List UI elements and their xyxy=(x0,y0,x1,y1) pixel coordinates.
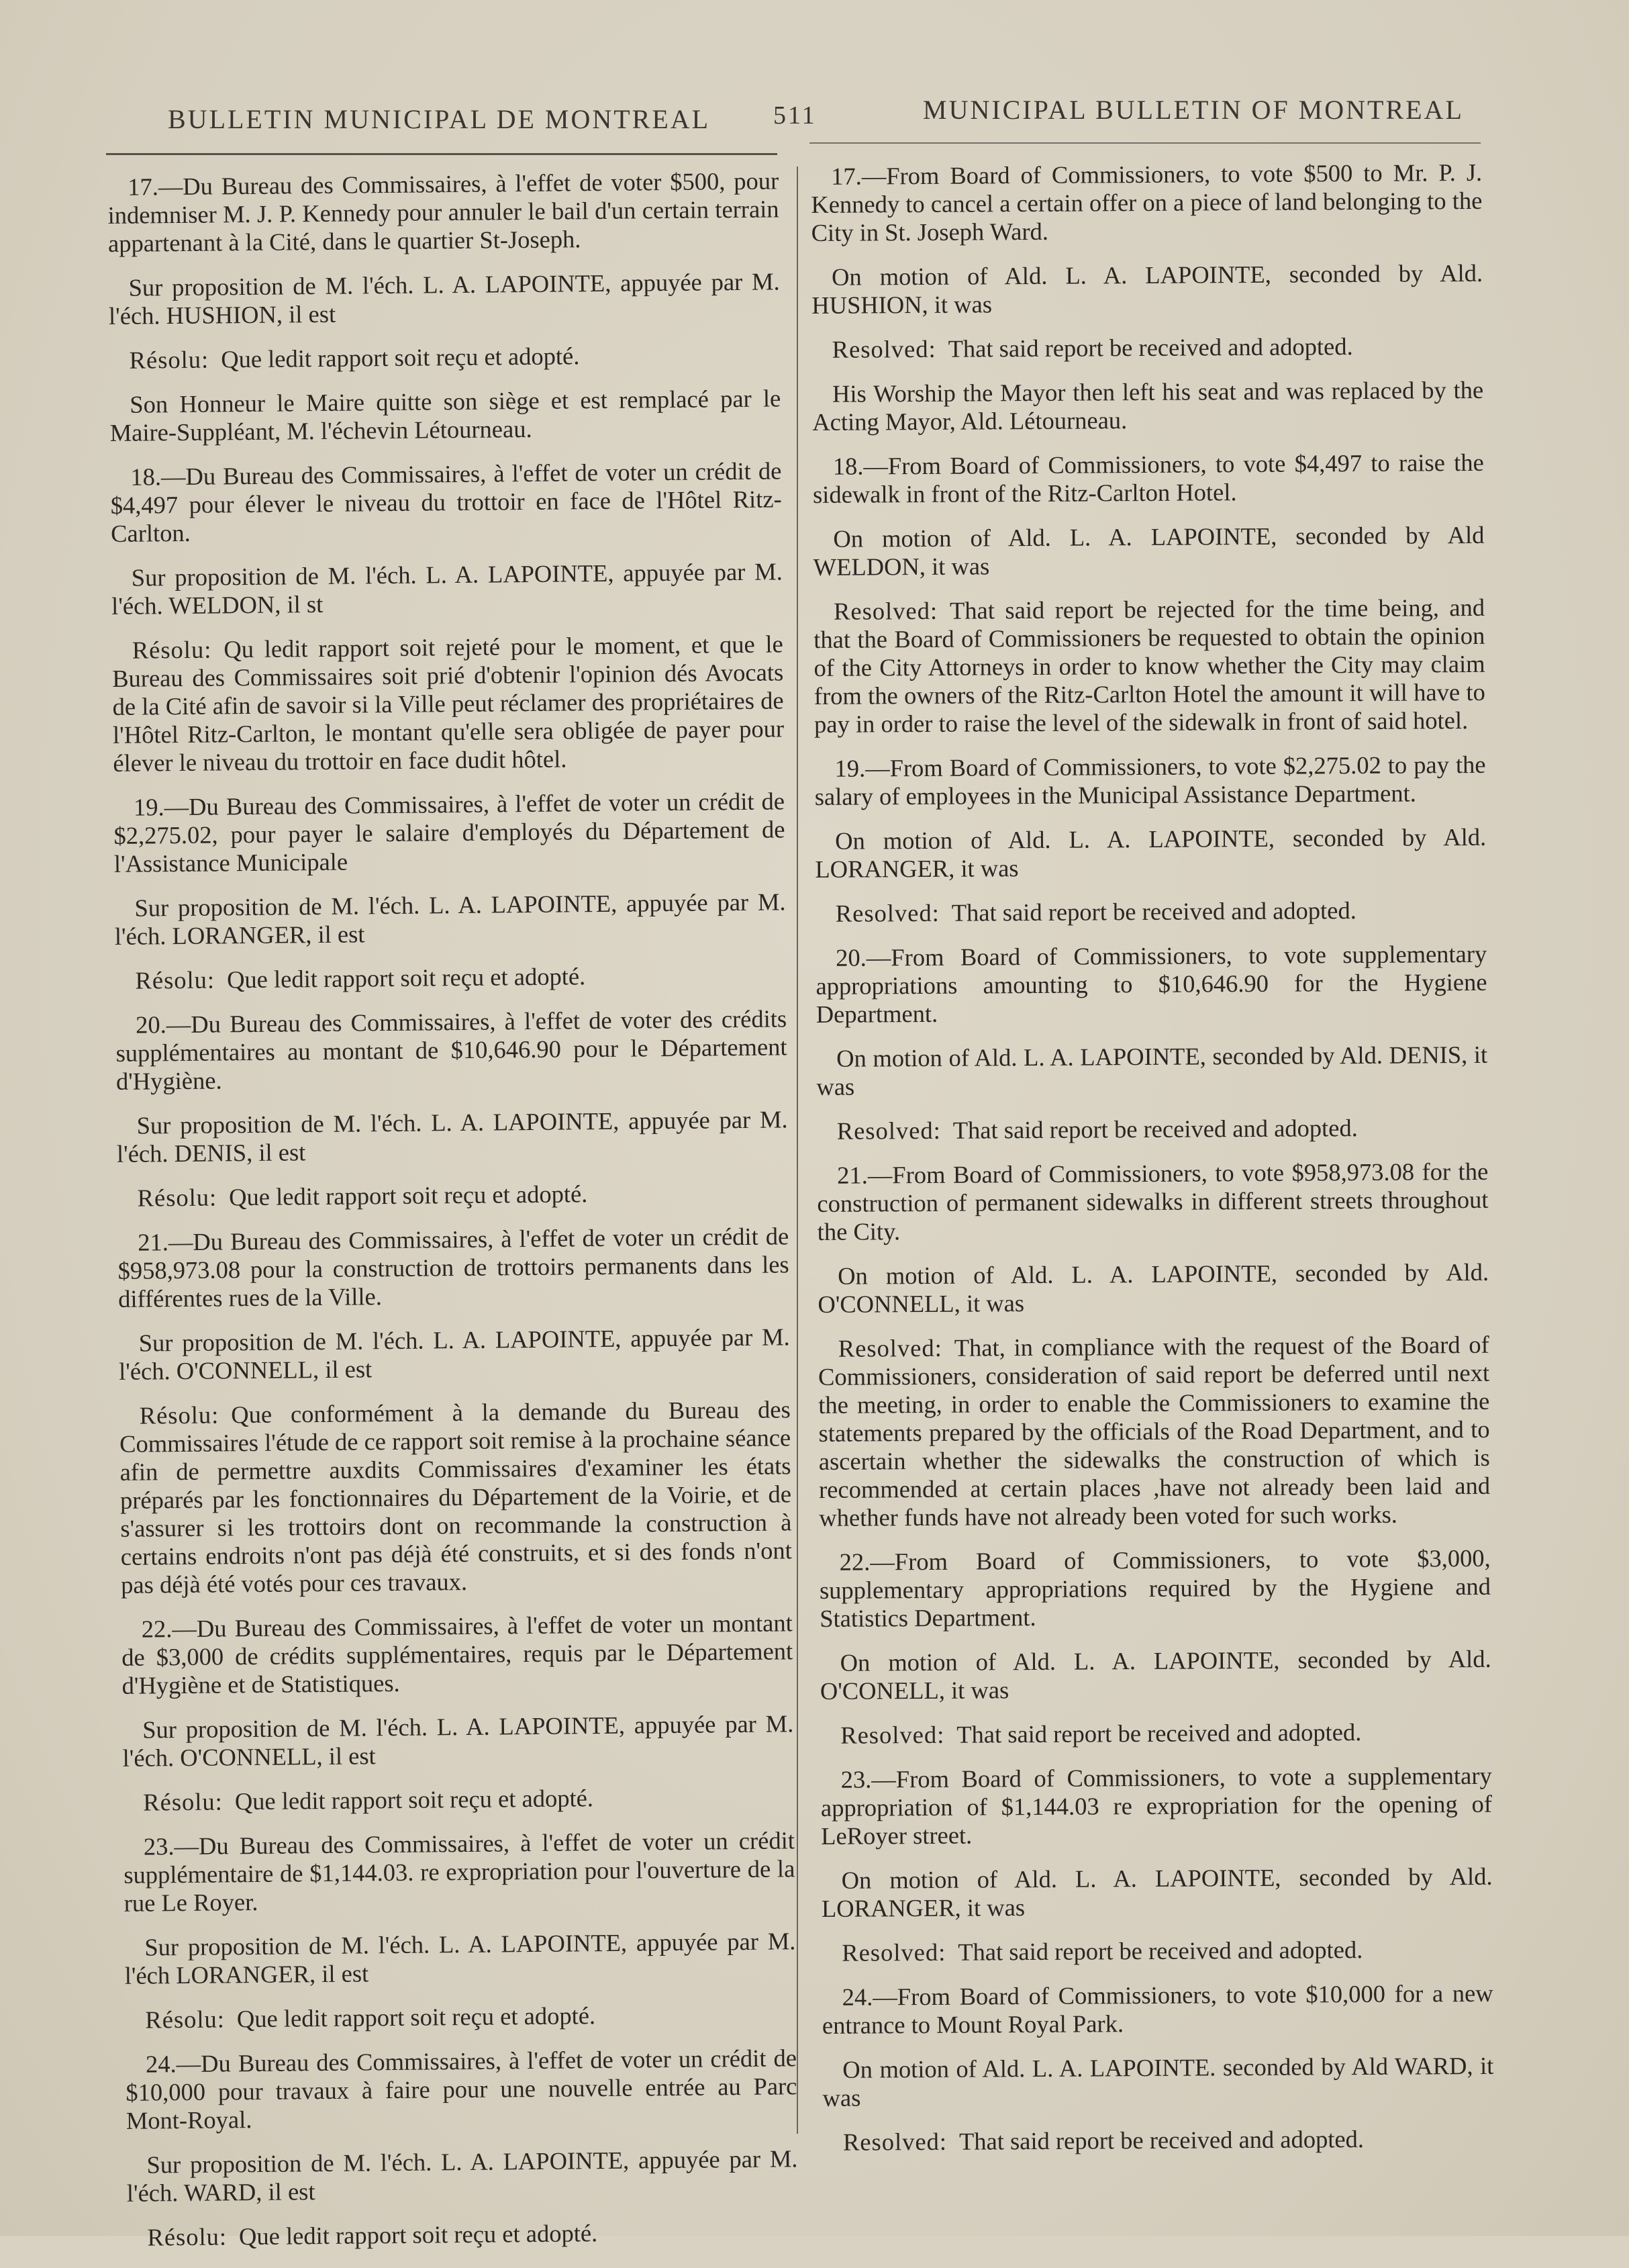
french-paragraph-motion xyxy=(126,2144,798,2208)
french-column xyxy=(107,167,799,2267)
page-header xyxy=(0,94,1629,148)
paragraph-text: 17.—Du Bureau des Commissaires, à l'effet de voter $500, pour indemniser M. J. P. Kennedy pour annuler le bail d'un certain terrain appartenant à la Cité, dans le quartier St-Joseph. xyxy=(107,167,779,257)
english-column xyxy=(811,158,1494,2173)
english-paragraph-item xyxy=(820,1544,1491,1633)
english-paragraph-item xyxy=(811,158,1483,247)
french-paragraph-resolved xyxy=(117,1178,788,1213)
english-paragraph-resolved xyxy=(816,896,1487,928)
paragraph-text: That said report be received and adopted. xyxy=(958,1936,1363,1966)
french-paragraph-resolved xyxy=(125,1999,796,2034)
paragraph-text: Sur proposition de M. l'éch. L. A. LAPOINTE, appuyée par M. l'éch LORANGER, il est xyxy=(124,1927,796,1989)
french-paragraph-resolved xyxy=(112,630,785,777)
paragraph-text: 24.—Du Bureau des Commissaires, à l'effet de voter un crédit de $10,000 pour travaux à faire pour une nouvelle entrée au Parc Mont-Royal. xyxy=(126,2044,797,2134)
paragraph-text: Sur proposition de M. l'éch. L. A. LAPOINTE, appuyée par M. l'éch. LORANGER, il est xyxy=(114,888,786,950)
resolved-label: Résolu: xyxy=(132,635,212,664)
paragraph-text: 18.—Du Bureau des Commissaires, à l'effet de voter un crédit de $4,497 pour élever le niveau du trottoir en face de l'Hôtel Ritz-Carlton. xyxy=(110,457,782,547)
english-paragraph-resolved xyxy=(813,594,1485,739)
page-number: 511 xyxy=(773,101,817,130)
english-paragraph-motion xyxy=(820,1645,1491,1705)
paragraph-text: That said report be received and adopted. xyxy=(956,1718,1362,1748)
resolved-label: Resolved: xyxy=(835,898,940,927)
english-paragraph-motion xyxy=(818,1258,1489,1319)
resolved-label: Resolved: xyxy=(833,596,938,625)
english-paragraph-item xyxy=(822,1979,1493,2040)
paragraph-text: 22.—Du Bureau des Commissaires, à l'effet de voter un montant de $3,000 de crédits supplémentaires, requis par le Département d'Hygiène et de Statistiques. xyxy=(121,1609,793,1699)
paragraph-text: 17.—From Board of Commissioners, to vote $500 to Mr. P. J. Kennedy to cancel a certain offer on a piece of land belonging to the City in St. Joseph Ward. xyxy=(811,158,1483,246)
column-divider xyxy=(797,167,798,2134)
english-paragraph-resolved xyxy=(812,332,1483,364)
paragraph-text: That said report be received and adopted. xyxy=(948,332,1353,363)
paragraph-text: 21.—Du Bureau des Commissaires, à l'effet de voter un crédit de $958,973.08 pour la construction de trottoirs permanents dans les différentes rues de la Ville. xyxy=(117,1222,789,1313)
english-paragraph-resolved xyxy=(822,1935,1493,1967)
paragraph-text: 18.—From Board of Commissioners, to vote $4,497 to raise the sidewalk in front of the Ritz-Carlton Hotel. xyxy=(812,448,1484,508)
french-paragraph-item xyxy=(109,384,781,447)
resolved-label: Résolu: xyxy=(145,2005,226,2034)
header-rule-left xyxy=(106,153,777,155)
paragraph-text: 20.—From Board of Commissioners, to vote supplementary appropriations amounting to $10,646.90 for the Hygiene Department. xyxy=(816,939,1487,1028)
english-paragraph-resolved xyxy=(823,2124,1494,2157)
paragraph-text: That said report be received and adopted. xyxy=(951,896,1356,927)
french-paragraph-resolved xyxy=(119,1395,793,1599)
french-paragraph-resolved xyxy=(127,2217,798,2252)
paragraph-text: Que ledit rapport soit reçu et adopté. xyxy=(236,2001,596,2033)
paragraph-text: On motion of Ald. L. A. LAPOINTE, seconded by Ald. LORANGER, it was xyxy=(821,1862,1493,1922)
english-paragraph-motion xyxy=(813,521,1484,581)
header-rule-right xyxy=(809,142,1481,144)
resolved-label: Resolved: xyxy=(836,1116,941,1145)
paragraph-text: Sur proposition de M. l'éch. L. A. LAPOINTE, appuyée par M. l'éch. WELDON, il st xyxy=(111,557,783,620)
paragraph-text: Qu ledit rapport soit rejeté pour le moment, et que le Bureau des Commissaires soit prié d'obtenir l'opinion dés Avocats de la Cité afin de savoir si la Ville peut réclamer des propriétaires de l'Hôtel Ritz-Carlton, le montant qu'elle sera obligée de payer pour élever le niveau du trottoir en face dudit hôtel. xyxy=(112,630,785,777)
paragraph-text: On motion of Ald. L. A. LAPOINTE, seconded by Ald WELDON, it was xyxy=(813,520,1485,581)
resolved-label: Resolved: xyxy=(842,1938,946,1967)
paragraph-text: On motion of Ald. L. A. LAPOINTE, seconded by Ald. DENIS, it was xyxy=(816,1040,1488,1100)
paragraph-text: That said report be received and adopted. xyxy=(958,2125,1365,2155)
paragraph-text: 22.—From Board of Commissioners, to vote $3,000, supplementary appropriations required by the Hygiene and Statistics Department. xyxy=(819,1544,1491,1632)
paragraph-text: Sur proposition de M. l'éch. L. A. LAPOINTE, appuyée par M. l'éch. HUSHION, il est xyxy=(108,267,780,330)
paragraph-text: His Worship the Mayor then left his seat and was replaced by the Acting Mayor, Ald. Létourneau. xyxy=(812,375,1484,436)
french-paragraph-motion xyxy=(108,267,780,330)
english-paragraph-resolved xyxy=(817,1113,1488,1145)
paragraph-text: Que ledit rapport soit reçu et adopté. xyxy=(228,1180,588,1211)
resolved-label: Resolved: xyxy=(838,1333,942,1362)
english-paragraph-motion xyxy=(816,1041,1487,1101)
english-paragraph-motion xyxy=(811,259,1483,320)
paragraph-text: Sur proposition de M. l'éch. L. A. LAPOINTE, appuyée par M. l'éch. DENIS, il est xyxy=(116,1105,788,1168)
english-paragraph-item xyxy=(812,376,1483,436)
paragraph-text: Que ledit rapport soit reçu et adopté. xyxy=(221,342,580,373)
english-paragraph-motion xyxy=(822,2052,1493,2112)
french-paragraph-resolved xyxy=(115,960,786,995)
paragraph-text: On motion of Ald. L. A. LAPOINTE, seconded by Ald. LORANGER, it was xyxy=(815,822,1487,883)
resolved-label: Résolu: xyxy=(129,345,209,374)
french-paragraph-motion xyxy=(114,888,786,951)
header-english-title: MUNICIPAL BULLETIN OF MONTREAL xyxy=(923,95,1464,125)
paragraph-text: That, in compliance with the request of the Board of Commissioners, consideration of said report be deferred until next the meeting, in order to enable the Commissioners to examine the statements prepared by the officials of the Road Department, and to ascertain whether the sidewalks the construction of which is recommended at certain places ,have not already been laid and whether funds have not already been voted for such works. xyxy=(818,1330,1491,1531)
resolved-label: Résolu: xyxy=(137,1183,217,1212)
paragraph-text: 19.—From Board of Commissioners, to vote $2,275.02 to pay the salary of employees in the Municipal Assistance Department. xyxy=(814,750,1486,810)
resolved-label: Résolu: xyxy=(139,1401,219,1429)
resolved-label: Résolu: xyxy=(147,2222,228,2251)
french-paragraph-motion xyxy=(111,557,783,620)
resolved-label: Resolved: xyxy=(842,2127,948,2156)
paragraph-text: 24.—From Board of Commissioners, to vote $10,000 for a new entrance to Mount Royal Park. xyxy=(822,1979,1493,2039)
french-paragraph-motion xyxy=(122,1709,794,1773)
french-paragraph-motion xyxy=(124,1927,796,1990)
paragraph-text: Sur proposition de M. l'éch. L. A. LAPOINTE, appuyée par M. l'éch. WARD, il est xyxy=(126,2144,798,2207)
paragraph-text: 19.—Du Bureau des Commissaires, à l'effet de voter un crédit de $2,275.02, pour payer le salaire d'employés du Département de l'Assistance Municipale xyxy=(113,787,785,878)
paragraph-text: Que conformément à la demande du Bureau des Commissaires l'étude de ce rapport soit remise à la prochaine séance afin de permettre auxdits Commissaires d'examiner les états préparés par les fonctionnaires du Département de la Voirie, et de s'assurer si les trottoirs dont on recommande la construction à certains endroits n'ont pas déjà été construits, et si des fonds n'ont pas déjà été votés pour ces travaux. xyxy=(119,1395,792,1599)
english-paragraph-item xyxy=(813,448,1484,509)
paragraph-text: On motion of Ald. L. A. LAPOINTE, seconded by Ald. O'CONNELL, it was xyxy=(818,1258,1489,1318)
paragraph-text: Sur proposition de M. l'éch. L. A. LAPOINTE, appuyée par M. l'éch. O'CONNELL, il est xyxy=(118,1323,790,1385)
resolved-label: Resolved: xyxy=(840,1720,945,1749)
paragraph-text: On motion of Ald. L. A. LAPOINTE, seconded by Ald. O'CONELL, it was xyxy=(820,1644,1491,1705)
paragraph-text: That said report be rejected for the time being, and that the Board of Commissioners be requested to obtain the opinion of the City Attorneys in order to know whether the City may claim from the owners of the Ritz-Carlton Hotel the amount it will have to pay in order to raise the level of the sidewalk in front of said hotel. xyxy=(813,593,1485,738)
french-paragraph-resolved xyxy=(123,1782,794,1817)
resolved-label: Résolu: xyxy=(135,965,215,994)
french-paragraph-item xyxy=(126,2044,797,2135)
paragraph-text: On motion of Ald. L. A. LAPOINTE, seconded by Ald. HUSHION, it was xyxy=(811,258,1483,319)
paragraph-text: 21.—From Board of Commissioners, to vote $958,973.08 for the construction of permanent sidewalks in different streets throughout the City. xyxy=(817,1157,1489,1245)
french-paragraph-resolved xyxy=(109,340,780,375)
french-paragraph-motion xyxy=(119,1323,791,1386)
french-paragraph-item xyxy=(117,1222,789,1313)
english-paragraph-item xyxy=(821,1762,1493,1850)
paragraph-text: Que ledit rapport soit reçu et adopté. xyxy=(234,1784,594,1815)
english-paragraph-item xyxy=(816,940,1487,1029)
english-paragraph-resolved xyxy=(820,1717,1491,1750)
french-paragraph-motion xyxy=(116,1105,788,1168)
french-paragraph-item xyxy=(115,1004,787,1096)
paragraph-text: That said report be received and adopted. xyxy=(952,1114,1358,1144)
resolved-label: Resolved: xyxy=(832,334,936,363)
french-paragraph-item xyxy=(110,457,782,548)
french-paragraph-item xyxy=(124,1826,795,1918)
resolved-label: Résolu: xyxy=(143,1787,224,1816)
english-paragraph-motion xyxy=(815,823,1486,884)
paragraph-text: 20.—Du Bureau des Commissaires, à l'effet de voter des crédits supplémentaires au montant de $10,646.90 pour le Département d'Hygiène. xyxy=(115,1004,787,1095)
paragraph-text: Son Honneur le Maire quitte son siège et est remplacé par le Maire-Suppléant, M. l'échevin Létourneau. xyxy=(109,384,781,446)
paragraph-text: 23.—From Board of Commissioners, to vote a supplementary appropriation of $1,144.03 re expropriation for the opening of LeRoyer street. xyxy=(820,1761,1493,1850)
french-paragraph-item xyxy=(121,1609,793,1700)
french-paragraph-item xyxy=(113,787,785,878)
paragraph-text: 23.—Du Bureau des Commissaires, à l'effet de voter un crédit supplémentaire de $1,144.03. re expropriation pour l'ouverture de la rue Le Royer. xyxy=(124,1826,795,1917)
english-paragraph-item xyxy=(814,751,1485,811)
english-paragraph-motion xyxy=(822,1862,1493,1923)
paragraph-text: Sur proposition de M. l'éch. L. A. LAPOINTE, appuyée par M. l'éch. O'CONNELL, il est xyxy=(122,1709,794,1772)
french-paragraph-item xyxy=(107,167,779,258)
paragraph-text: On motion of Ald. L. A. LAPOINTE. seconded by Ald WARD, it was xyxy=(822,2051,1494,2112)
header-french-title: BULLETIN MUNICIPAL DE MONTREAL xyxy=(168,104,711,134)
paragraph-text: Que ledit rapport soit reçu et adopté. xyxy=(226,962,586,994)
paragraph-text: Que ledit rapport soit reçu et adopté. xyxy=(238,2219,598,2251)
english-paragraph-item xyxy=(817,1157,1489,1246)
english-paragraph-resolved xyxy=(818,1331,1491,1532)
